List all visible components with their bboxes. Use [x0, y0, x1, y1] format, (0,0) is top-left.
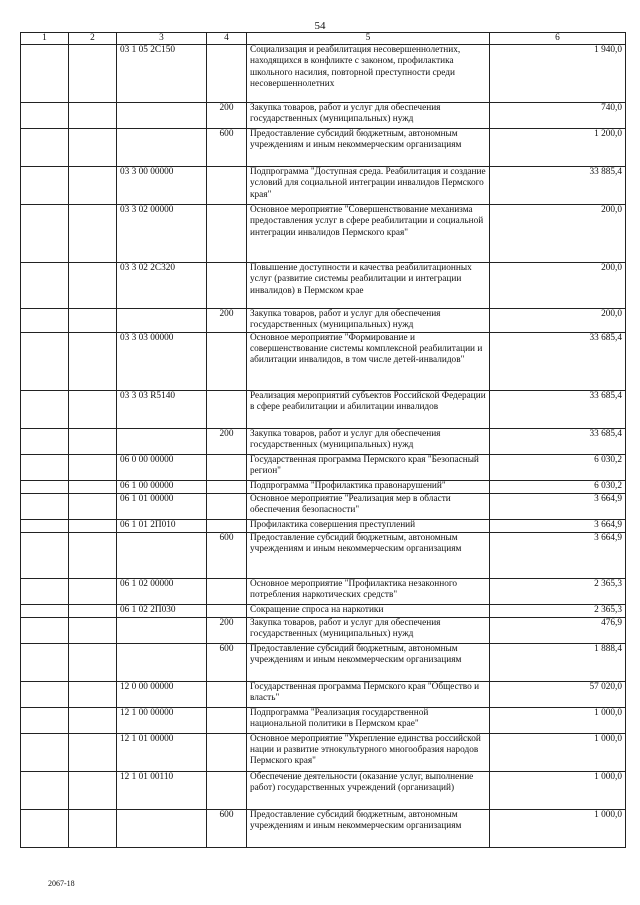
cell-col1	[21, 519, 69, 532]
cell-col1	[21, 707, 69, 733]
cell-col1	[21, 604, 69, 617]
cell-expense-type	[207, 707, 247, 733]
table-row	[21, 263, 626, 309]
cell-col1	[21, 428, 69, 454]
cell-description: Закупка товаров, работ и услуг для обеспечения государственных (муниципальных) нужд	[247, 103, 490, 129]
cell-col1	[21, 103, 69, 129]
cell-col2	[69, 809, 117, 847]
cell-target-article: 06 1 01 2П010	[117, 519, 207, 532]
cell-amount: 6 030,2	[490, 454, 626, 480]
cell-description: Основное мероприятие "Реализация мер в области обеспечения безопасности"	[247, 493, 490, 519]
cell-expense-type	[207, 578, 247, 604]
cell-description: Закупка товаров, работ и услуг для обеспечения государственных (муниципальных) нужд	[247, 428, 490, 454]
cell-expense-type	[207, 681, 247, 707]
column-header: 3	[117, 33, 207, 45]
cell-col1	[21, 332, 69, 390]
cell-col2	[69, 771, 117, 809]
table-row	[21, 519, 626, 532]
cell-description: Профилактика совершения преступлений	[247, 519, 490, 532]
cell-col1	[21, 617, 69, 643]
cell-description: Реализация мероприятий субъектов Российской Федерации в сфере реабилитации и абилитации инвалидов	[247, 390, 490, 428]
cell-expense-type: 200	[207, 309, 247, 333]
cell-description: Предоставление субсидий бюджетным, автономным учреждениям и иным некоммерческим организациям	[247, 532, 490, 578]
table-row	[21, 454, 626, 480]
table-row	[21, 167, 626, 205]
column-header: 6	[490, 33, 626, 45]
table-row	[21, 45, 626, 103]
table-row	[21, 103, 626, 129]
cell-target-article: 03 3 02 00000	[117, 205, 207, 263]
cell-description: Государственная программа Пермского края "Безопасный регион"	[247, 454, 490, 480]
cell-amount: 3 664,9	[490, 532, 626, 578]
cell-target-article	[117, 103, 207, 129]
cell-col1	[21, 532, 69, 578]
cell-amount: 1 000,0	[490, 733, 626, 771]
cell-expense-type	[207, 480, 247, 493]
cell-amount: 6 030,2	[490, 480, 626, 493]
cell-description: Основное мероприятие "Совершенствование механизма предоставления услуг в сфере реабилитации и социальной интеграции инвалидов Пермского края"	[247, 205, 490, 263]
cell-target-article	[117, 129, 207, 167]
cell-description: Основное мероприятие "Укрепление единства российской нации и развитие этнокультурного многообразия народов Пермского края"	[247, 733, 490, 771]
cell-col2	[69, 519, 117, 532]
cell-target-article	[117, 309, 207, 333]
cell-col2	[69, 309, 117, 333]
cell-col2	[69, 454, 117, 480]
cell-description: Закупка товаров, работ и услуг для обеспечения государственных (муниципальных) нужд	[247, 617, 490, 643]
cell-amount: 1 000,0	[490, 771, 626, 809]
table-row	[21, 707, 626, 733]
cell-target-article: 03 3 03 00000	[117, 332, 207, 390]
cell-amount: 33 685,4	[490, 390, 626, 428]
cell-expense-type	[207, 771, 247, 809]
cell-description: Сокращение спроса на наркотики	[247, 604, 490, 617]
cell-amount: 33 685,4	[490, 332, 626, 390]
cell-col2	[69, 103, 117, 129]
table-row	[21, 493, 626, 519]
cell-expense-type	[207, 604, 247, 617]
table-row	[21, 129, 626, 167]
cell-expense-type	[207, 167, 247, 205]
cell-col2	[69, 578, 117, 604]
cell-col2	[69, 493, 117, 519]
cell-col1	[21, 390, 69, 428]
cell-target-article: 12 1 00 00000	[117, 707, 207, 733]
cell-target-article: 06 1 00 00000	[117, 480, 207, 493]
cell-amount: 1 000,0	[490, 707, 626, 733]
cell-amount: 1 888,4	[490, 643, 626, 681]
cell-col1	[21, 205, 69, 263]
cell-amount: 200,0	[490, 263, 626, 309]
column-number-row	[21, 33, 626, 45]
table-row	[21, 733, 626, 771]
cell-col1	[21, 263, 69, 309]
cell-col1	[21, 454, 69, 480]
cell-amount: 740,0	[490, 103, 626, 129]
cell-expense-type	[207, 390, 247, 428]
cell-amount: 200,0	[490, 309, 626, 333]
cell-amount: 33 885,4	[490, 167, 626, 205]
cell-col1	[21, 733, 69, 771]
cell-col2	[69, 167, 117, 205]
cell-description: Предоставление субсидий бюджетным, автономным учреждениям и иным некоммерческим организациям	[247, 809, 490, 847]
cell-amount: 476,9	[490, 617, 626, 643]
table-row	[21, 480, 626, 493]
cell-expense-type	[207, 332, 247, 390]
cell-amount: 2 365,3	[490, 578, 626, 604]
cell-col2	[69, 707, 117, 733]
table-row	[21, 643, 626, 681]
cell-target-article: 12 1 01 00000	[117, 733, 207, 771]
budget-table	[20, 32, 626, 848]
cell-description: Социализация и реабилитация несовершеннолетних, находящихся в конфликте с законом, профилактика школьного насилия, повторной преступности среди несовершеннолетних	[247, 45, 490, 103]
cell-expense-type	[207, 519, 247, 532]
cell-expense-type	[207, 454, 247, 480]
cell-target-article	[117, 617, 207, 643]
cell-target-article: 06 1 02 2П030	[117, 604, 207, 617]
table-row	[21, 332, 626, 390]
cell-amount: 3 664,9	[490, 493, 626, 519]
cell-amount: 33 685,4	[490, 428, 626, 454]
column-header: 4	[207, 33, 247, 45]
table-row	[21, 681, 626, 707]
cell-col1	[21, 480, 69, 493]
table-row	[21, 390, 626, 428]
table-row	[21, 604, 626, 617]
cell-description: Предоставление субсидий бюджетным, автономным учреждениям и иным некоммерческим организациям	[247, 129, 490, 167]
cell-description: Основное мероприятие "Профилактика незаконного потребления наркотических средств"	[247, 578, 490, 604]
cell-target-article	[117, 809, 207, 847]
cell-expense-type: 600	[207, 129, 247, 167]
cell-expense-type: 600	[207, 809, 247, 847]
cell-col2	[69, 390, 117, 428]
cell-col2	[69, 643, 117, 681]
cell-col1	[21, 45, 69, 103]
cell-col2	[69, 129, 117, 167]
cell-target-article: 03 1 05 2С150	[117, 45, 207, 103]
cell-col1	[21, 309, 69, 333]
cell-expense-type	[207, 263, 247, 309]
cell-description: Обеспечение деятельности (оказание услуг, выполнение работ) государственных учреждений (организаций)	[247, 771, 490, 809]
cell-target-article: 06 0 00 00000	[117, 454, 207, 480]
cell-amount: 3 664,9	[490, 519, 626, 532]
table-row	[21, 617, 626, 643]
cell-expense-type	[207, 733, 247, 771]
column-header: 5	[247, 33, 490, 45]
cell-col2	[69, 604, 117, 617]
cell-description: Закупка товаров, работ и услуг для обеспечения государственных (муниципальных) нужд	[247, 309, 490, 333]
cell-target-article: 03 3 03 R5140	[117, 390, 207, 428]
cell-expense-type: 200	[207, 428, 247, 454]
cell-expense-type: 200	[207, 103, 247, 129]
cell-amount: 2 365,3	[490, 604, 626, 617]
table-row	[21, 532, 626, 578]
cell-expense-type	[207, 45, 247, 103]
column-header: 2	[69, 33, 117, 45]
cell-col2	[69, 681, 117, 707]
table-row	[21, 771, 626, 809]
cell-col1	[21, 129, 69, 167]
cell-target-article	[117, 643, 207, 681]
cell-target-article: 03 3 00 00000	[117, 167, 207, 205]
cell-col1	[21, 643, 69, 681]
cell-amount: 1 940,0	[490, 45, 626, 103]
cell-col1	[21, 681, 69, 707]
cell-col2	[69, 617, 117, 643]
cell-expense-type	[207, 205, 247, 263]
cell-expense-type: 600	[207, 532, 247, 578]
cell-amount: 57 020,0	[490, 681, 626, 707]
cell-target-article	[117, 532, 207, 578]
cell-target-article: 12 1 01 00110	[117, 771, 207, 809]
cell-col2	[69, 480, 117, 493]
cell-amount: 1 000,0	[490, 809, 626, 847]
cell-target-article	[117, 428, 207, 454]
table-row	[21, 809, 626, 847]
cell-expense-type: 600	[207, 643, 247, 681]
cell-description: Подпрограмма "Профилактика правонарушений"	[247, 480, 490, 493]
cell-col2	[69, 332, 117, 390]
cell-expense-type: 200	[207, 617, 247, 643]
cell-col2	[69, 532, 117, 578]
table-row	[21, 428, 626, 454]
table-row	[21, 205, 626, 263]
cell-col2	[69, 205, 117, 263]
cell-description: Основное мероприятие "Формирование и совершенствование системы комплексной реабилитации и абилитации инвалидов, в том числе детей-инвалидов"	[247, 332, 490, 390]
cell-col1	[21, 771, 69, 809]
cell-col1	[21, 493, 69, 519]
cell-target-article: 03 3 02 2С320	[117, 263, 207, 309]
page-number: 54	[314, 20, 326, 32]
cell-description: Подпрограмма "Реализация государственной национальной политики в Пермском крае"	[247, 707, 490, 733]
cell-col2	[69, 428, 117, 454]
cell-col1	[21, 809, 69, 847]
cell-col2	[69, 45, 117, 103]
cell-description: Государственная программа Пермского края "Общество и власть"	[247, 681, 490, 707]
cell-description: Повышение доступности и качества реабилитационных услуг (развитие системы реабилитации и интеграции инвалидов) в Пермском крае	[247, 263, 490, 309]
cell-target-article: 06 1 01 00000	[117, 493, 207, 519]
cell-amount: 1 200,0	[490, 129, 626, 167]
cell-target-article: 06 1 02 00000	[117, 578, 207, 604]
cell-description: Подпрограмма "Доступная среда. Реабилитация и создание условий для социальной интеграции инвалидов Пермского края"	[247, 167, 490, 205]
column-header: 1	[21, 33, 69, 45]
cell-col2	[69, 263, 117, 309]
cell-amount: 200,0	[490, 205, 626, 263]
cell-col1	[21, 578, 69, 604]
footer-code: 2067-18	[48, 879, 75, 888]
table-row	[21, 578, 626, 604]
cell-col2	[69, 733, 117, 771]
cell-expense-type	[207, 493, 247, 519]
cell-target-article: 12 0 00 00000	[117, 681, 207, 707]
table-row	[21, 309, 626, 333]
cell-col1	[21, 167, 69, 205]
cell-description: Предоставление субсидий бюджетным, автономным учреждениям и иным некоммерческим организациям	[247, 643, 490, 681]
